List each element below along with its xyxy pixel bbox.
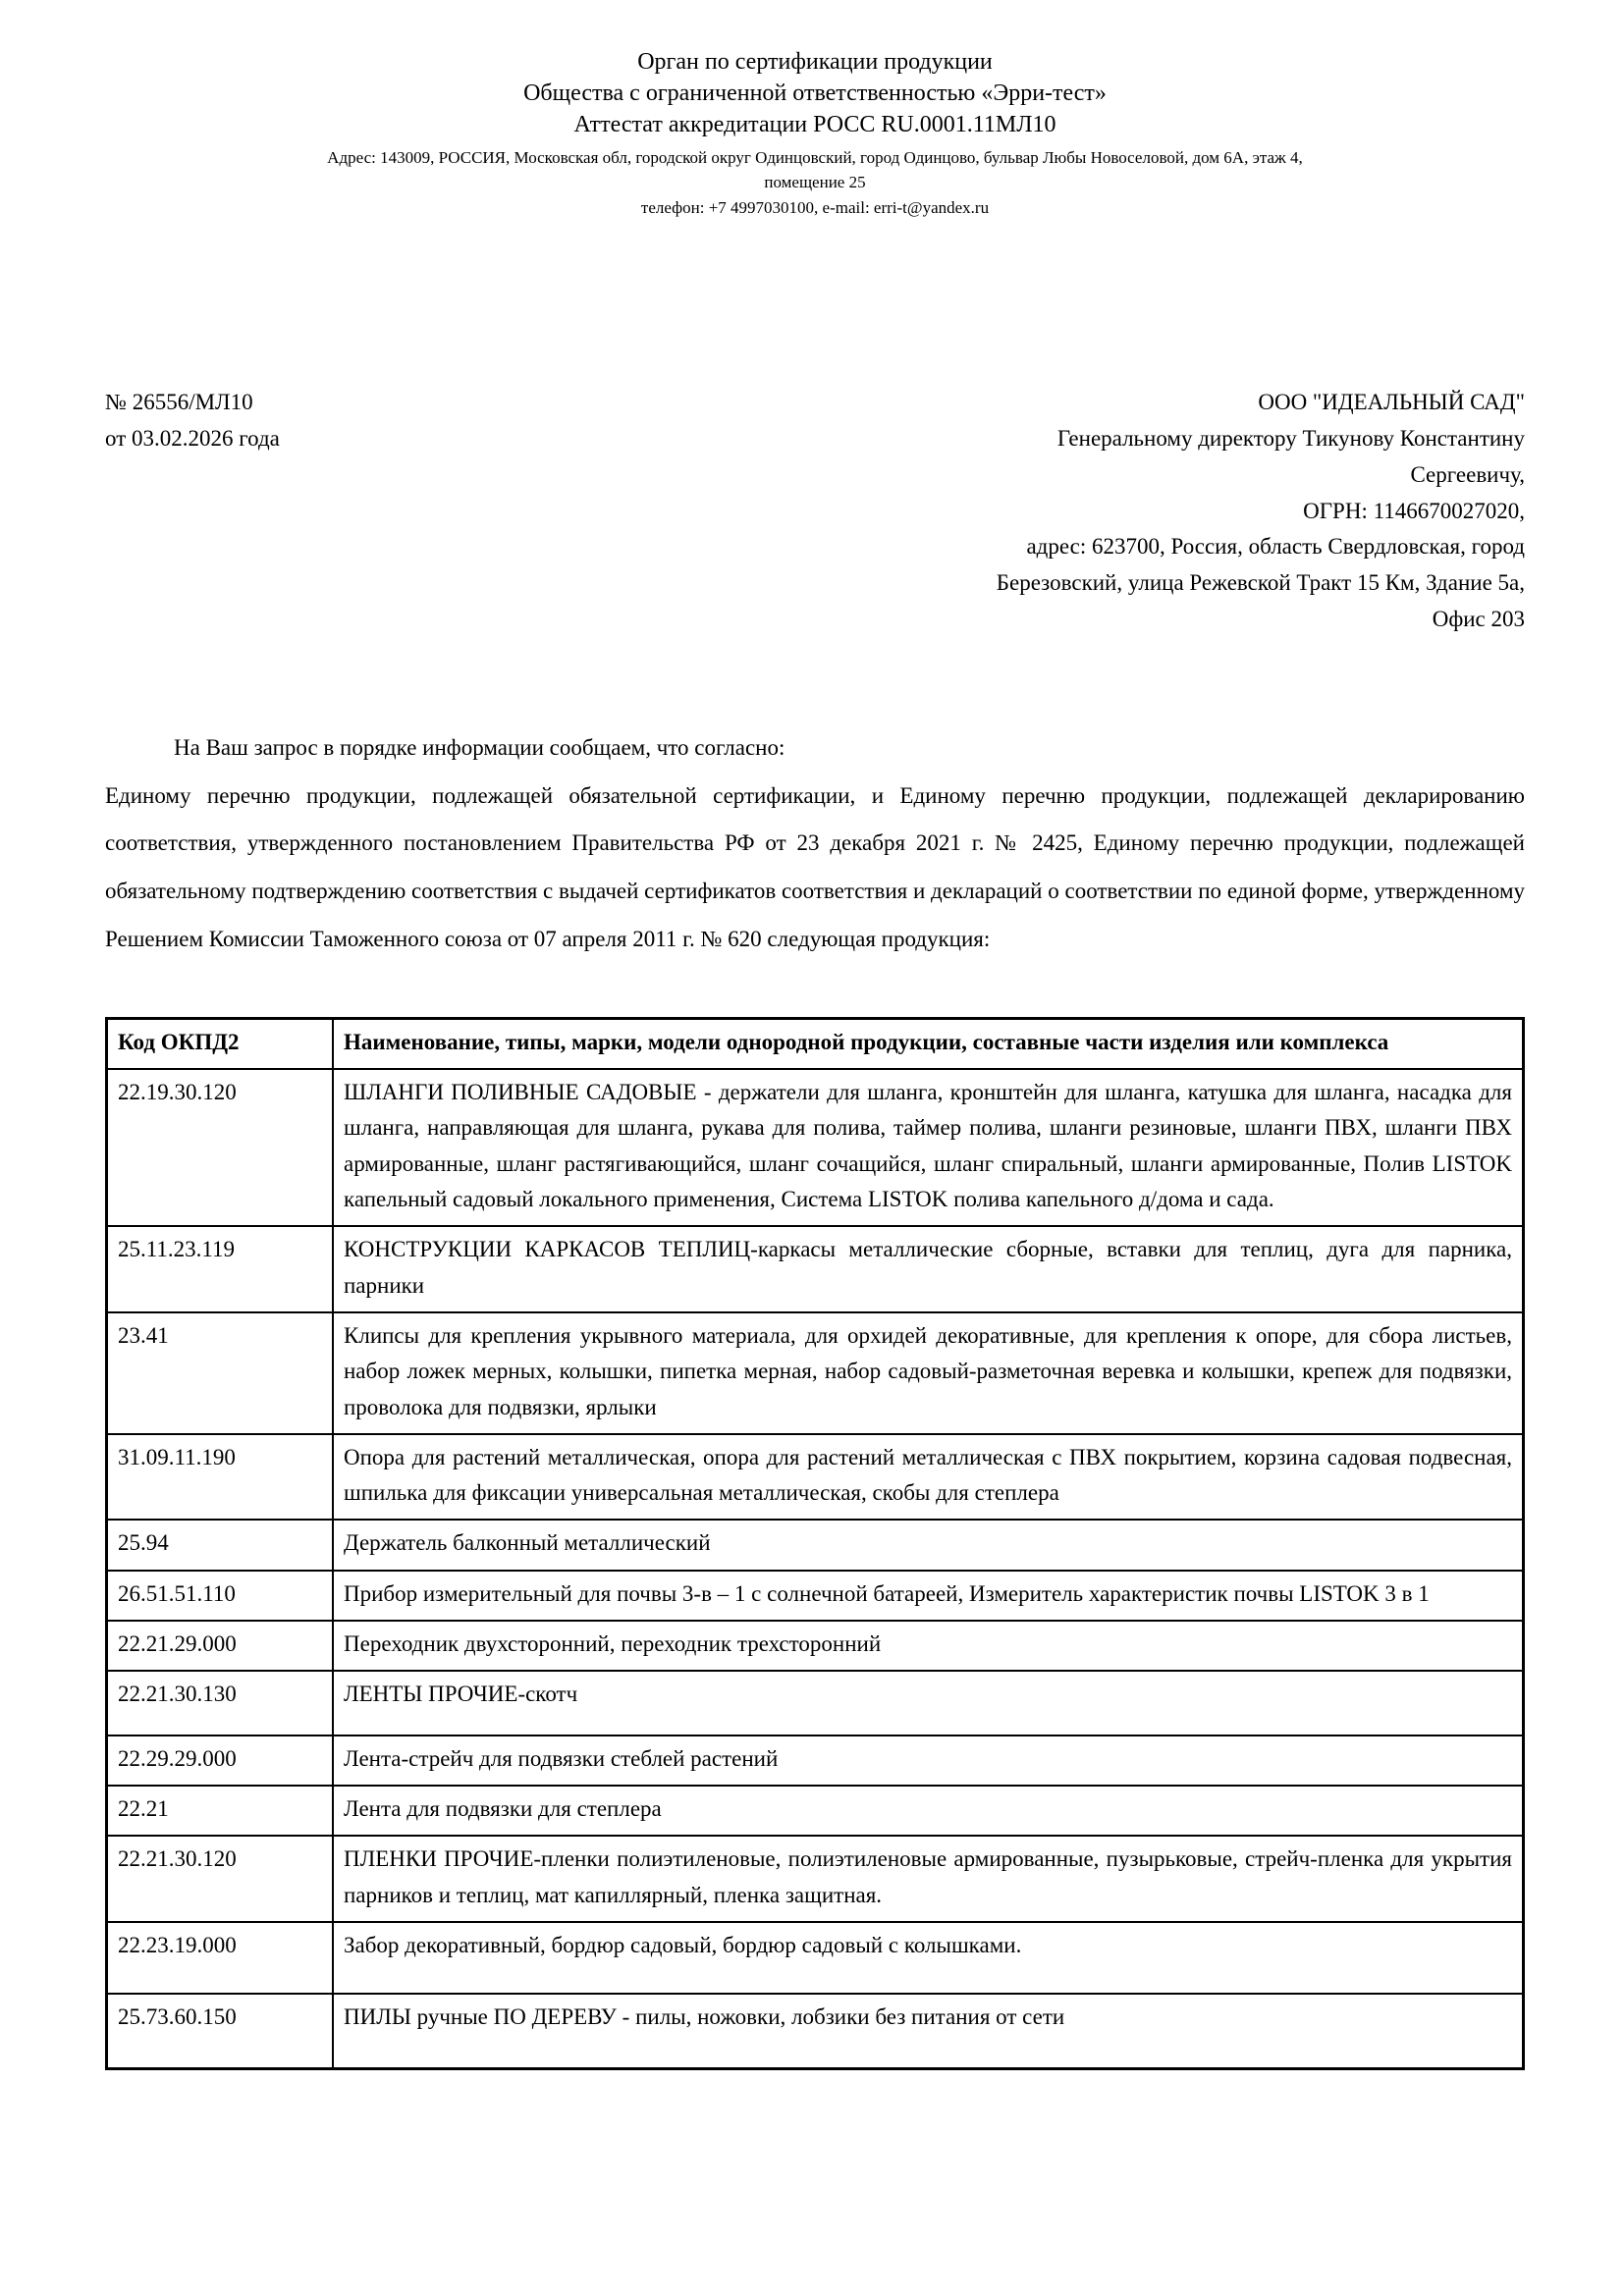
description-cell: Забор декоративный, бордюр садовый, бордюр садовый с колышками. xyxy=(333,1922,1524,1994)
code-cell: 23.41 xyxy=(107,1312,334,1434)
main-paragraph: Единому перечню продукции, подлежащей обязательной сертификации, и Единому перечню продукции, подлежащей декларированию соответствия, утвержденного постановлением Правительства РФ от 23 декабря 2021 г. № 2425, Единому перечню продукции, подлежащей обязательному подтверждению соответствия с выдачей сертификатов соответствия и деклараций о соответствии по единой форме, утвержденному Решением Комиссии Таможенного союза от 07 апреля 2011 г. № 620 следующая продукция: xyxy=(105,782,1525,951)
recipient-line: Сергеевичу, xyxy=(1410,461,1525,487)
code-cell: 22.21.30.120 xyxy=(107,1836,334,1922)
table-row xyxy=(107,1994,1524,2068)
table-row xyxy=(107,1671,1524,1735)
table-row xyxy=(107,1312,1524,1434)
reference-and-recipient xyxy=(105,385,1525,638)
letterhead-contact: телефон: +7 4997030100, e-mail: erri-t@yandex.ru xyxy=(640,197,990,217)
reference-block xyxy=(105,385,280,457)
table-row xyxy=(107,1786,1524,1836)
code-cell: 25.73.60.150 xyxy=(107,1994,334,2068)
header-description: Наименование, типы, марки, модели однородной продукции, составные части изделия или комплекса xyxy=(333,1018,1524,1069)
code-cell: 22.21.29.000 xyxy=(107,1621,334,1671)
recipient-line: ОГРН: 1146670027020, xyxy=(1303,498,1525,523)
reference-date: от 03.02.2026 года xyxy=(105,426,280,452)
letterhead-accreditation: Аттестат аккредитации РОСС RU.0001.11МЛ10 xyxy=(573,111,1056,137)
code-cell: 22.21 xyxy=(107,1786,334,1836)
description-cell: ЛЕНТЫ ПРОЧИЕ-скотч xyxy=(333,1671,1524,1735)
code-cell: 25.94 xyxy=(107,1520,334,1570)
description-cell: ШЛАНГИ ПОЛИВНЫЕ САДОВЫЕ - держатели для шланга, кронштейн для шланга, катушка для шланга, насадка для шланга, направляющая для шланга, рукава для полива, таймер полива, шланги резиновые, шланги ПВХ, шланги ПВХ армированные, шланг растягивающийся, шланг сочащийся, шланг спиральный, шланги армированные, Полив LISTOK капельный садовый локального применения, Система LISTOK полива капельного д/дома и сада. xyxy=(333,1069,1524,1226)
table-header-row xyxy=(107,1018,1524,1069)
recipient-line: Офис 203 xyxy=(1432,607,1525,631)
recipient-block xyxy=(504,385,1525,638)
table-head xyxy=(107,1018,1524,1069)
table-row xyxy=(107,1226,1524,1312)
table-row xyxy=(107,1621,1524,1671)
recipient-line: Березовский, улица Режевской Тракт 15 Км, Здание 5а, xyxy=(996,570,1525,596)
description-cell: Переходник двухсторонний, переходник трехсторонний xyxy=(333,1621,1524,1671)
header-code: Код ОКПД2 xyxy=(107,1018,334,1069)
code-cell: 22.21.30.130 xyxy=(107,1671,334,1735)
code-cell: 22.23.19.000 xyxy=(107,1922,334,1994)
letterhead xyxy=(105,47,1525,220)
description-cell: Клипсы для крепления укрывного материала, для орхидей декоративные, для крепления к опоре, для сбора листьев, набор ложек мерных, колышки, пипетка мерная, набор садовый-разметочная веревка и колышки, крепеж для подвязки, проволока для подвязки, ярлыки xyxy=(333,1312,1524,1434)
code-cell: 31.09.11.190 xyxy=(107,1434,334,1521)
products-table xyxy=(105,1017,1525,2070)
description-cell: ПИЛЫ ручные ПО ДЕРЕВУ - пилы, ножовки, лобзики без питания от сети xyxy=(333,1994,1524,2068)
table-row xyxy=(107,1520,1524,1570)
letterhead-org-line2: Общества с ограниченной ответственностью «Эрри-тест» xyxy=(523,80,1107,106)
table-row xyxy=(107,1069,1524,1226)
description-cell: Лента для подвязки для степлера xyxy=(333,1786,1524,1836)
letterhead-org-line1: Орган по сертификации продукции xyxy=(637,49,993,75)
description-cell: Держатель балконный металлический xyxy=(333,1520,1524,1570)
table-body xyxy=(107,1069,1524,2068)
recipient-line: ООО "ИДЕАЛЬНЫЙ САД" xyxy=(1258,390,1525,415)
description-cell: КОНСТРУКЦИИ КАРКАСОВ ТЕПЛИЦ-каркасы металлические сборные, вставки для теплиц, дуга для парника, парники xyxy=(333,1226,1524,1312)
description-cell: Прибор измерительный для почвы 3-в – 1 с солнечной батареей, Измеритель характеристик почвы LISTOK 3 в 1 xyxy=(333,1571,1524,1621)
description-cell: Опора для растений металлическая, опора для растений металлическая с ПВХ покрытием, корзина садовая подвесная, шпилька для фиксации универсальная металлическая, скобы для степлера xyxy=(333,1434,1524,1521)
intro-sentence: На Ваш запрос в порядке информации сообщаем, что согласно: xyxy=(174,734,785,760)
recipient-line: Генеральному директору Тикунову Константину xyxy=(1056,426,1525,452)
letterhead-address-line2: помещение 25 xyxy=(764,173,866,192)
recipient-line: адрес: 623700, Россия, область Свердловская, город xyxy=(1026,534,1525,560)
code-cell: 22.19.30.120 xyxy=(107,1069,334,1226)
table-row xyxy=(107,1836,1524,1922)
description-cell: ПЛЕНКИ ПРОЧИЕ-пленки полиэтиленовые, полиэтиленовые армированные, пузырьковые, стрейч-пленка для укрытия парников и теплиц, мат капиллярный, пленка защитная. xyxy=(333,1836,1524,1922)
code-cell: 26.51.51.110 xyxy=(107,1571,334,1621)
table-row xyxy=(107,1922,1524,1994)
description-cell: Лента-стрейч для подвязки стеблей растений xyxy=(333,1735,1524,1786)
code-cell: 25.11.23.119 xyxy=(107,1226,334,1312)
code-cell: 22.29.29.000 xyxy=(107,1735,334,1786)
table-row xyxy=(107,1434,1524,1521)
table-row xyxy=(107,1571,1524,1621)
reference-number: № 26556/МЛ10 xyxy=(105,390,253,415)
table-row xyxy=(107,1735,1524,1786)
letterhead-address-line1: Адрес: 143009, РОССИЯ, Московская обл, городской округ Одинцовский, город Одинцово, бульвар Любы Новоселовой, дом 6А, этаж 4, xyxy=(327,147,1303,167)
